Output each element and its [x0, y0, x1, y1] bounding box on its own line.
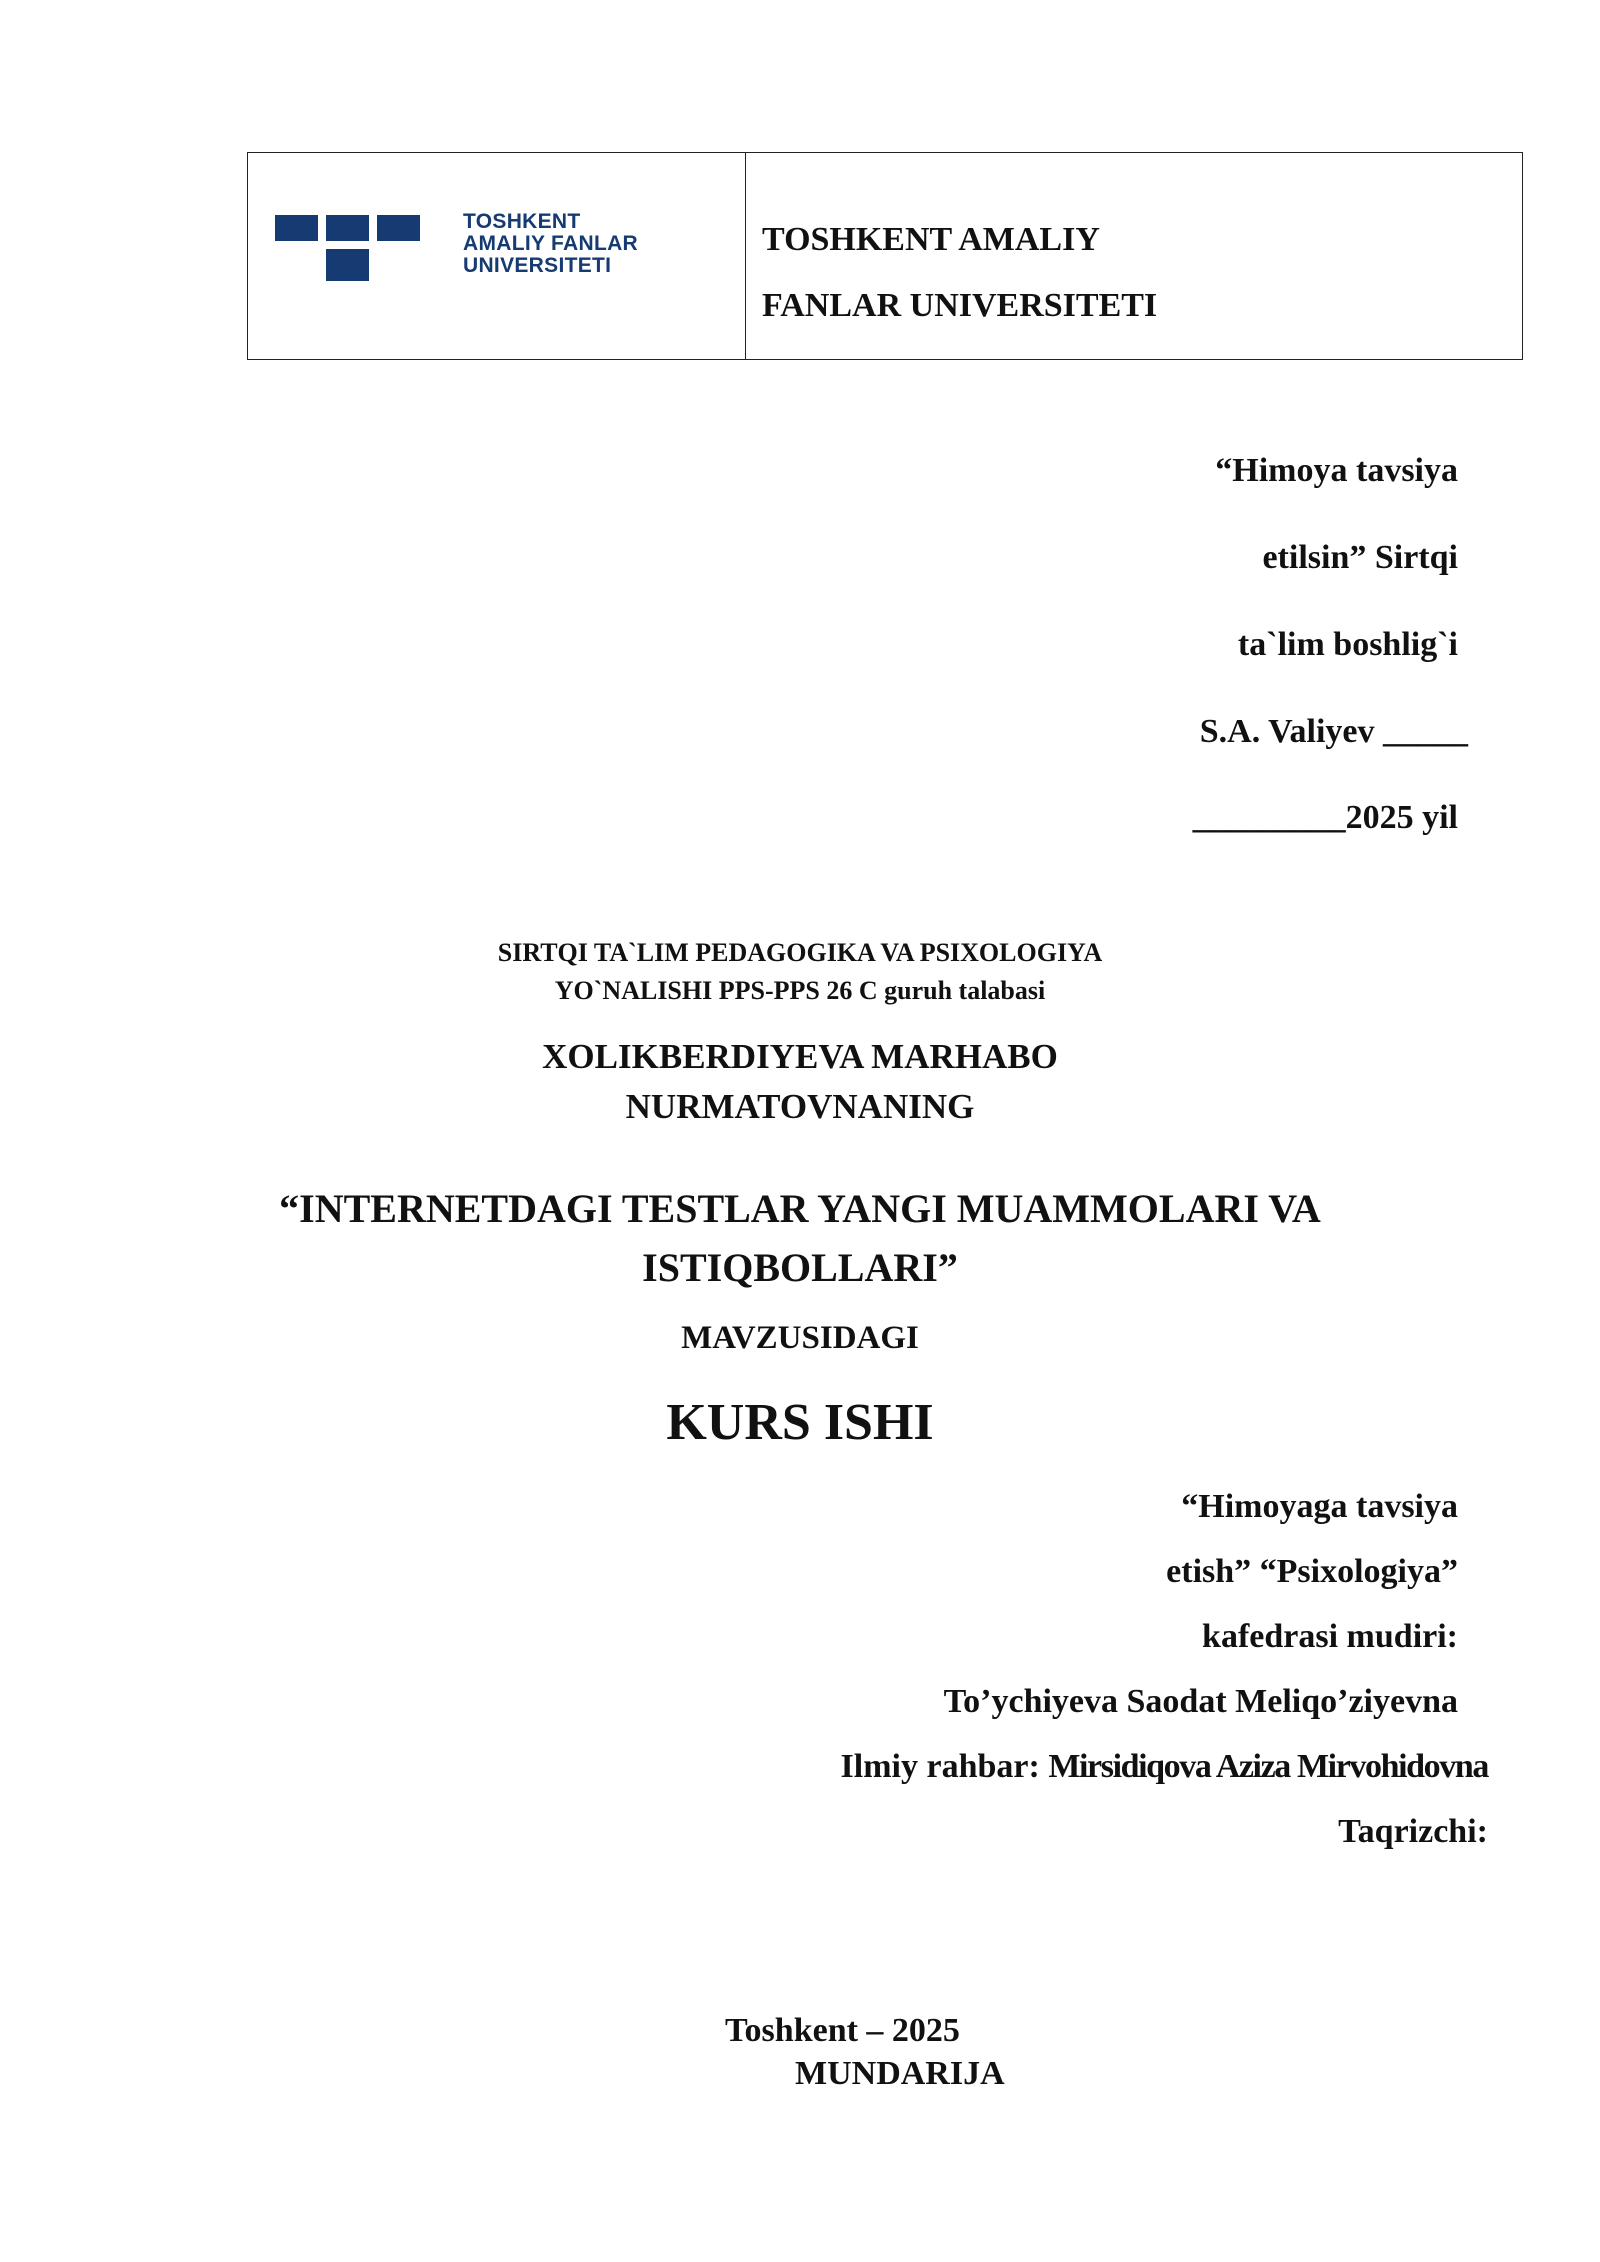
topic-line2: ISTIQBOLLARI” [642, 1245, 958, 1290]
logo-text [463, 211, 638, 277]
student-name-line2: NURMATOVNANING [625, 1087, 975, 1126]
supervisor-name: Mirsidiqova Aziza Mirvohidovna [1048, 1748, 1488, 1785]
work-type: KURS ISHI [666, 1394, 934, 1451]
approval-top-line: S.A. Valiyev _____ [1199, 713, 1468, 750]
contents-heading: MUNDARIJA [795, 2055, 1005, 2092]
university-name [746, 153, 1522, 359]
university-name-line1: TOSHKENT AMALIY [762, 221, 1100, 258]
logo-text-line: UNIVERSITETI [463, 254, 612, 277]
approval-bottom-line: “Himoyaga tavsiya [1181, 1488, 1458, 1525]
supervisor-line [841, 1748, 1488, 1786]
approval-top-line: etilsin” Sirtqi [1262, 539, 1458, 576]
approval-bottom-line: etish” “Psixologiya” [1166, 1553, 1458, 1590]
approval-top-line: ta`lim boshlig`i [1237, 626, 1458, 663]
header-table [247, 152, 1523, 360]
student-name-line1: XOLIKBERDIYEVA MARHABO [542, 1037, 1058, 1076]
supervisor-label: Ilmiy rahbar: [840, 1748, 1040, 1785]
approval-top-line: “Himoya tavsiya [1215, 452, 1458, 489]
city-year: Toshkent – 2025 [725, 2012, 960, 2049]
approval-bottom-line: To’ychiyeva Saodat Meliqo’ziyevna [943, 1683, 1458, 1720]
university-name-line2: FANLAR UNIVERSITETI [762, 287, 1158, 324]
faculty-line2: YO`NALISHI PPS-PPS 26 C guruh talabasi [554, 976, 1046, 1005]
logo-text-line: AMALIY FANLAR [463, 232, 639, 255]
topic-subtitle: MAVZUSIDAGI [681, 1320, 919, 1356]
approval-top-line: _________2025 yil [1192, 799, 1458, 836]
approval-bottom-line: kafedrasi mudiri: [1202, 1618, 1458, 1655]
logo-text-line: TOSHKENT [463, 210, 581, 233]
topic-line1: “INTERNETDAGI TESTLAR YANGI MUAMMOLARI VA [279, 1186, 1321, 1231]
university-logo [248, 153, 746, 359]
reviewer-label: Taqrizchi: [1338, 1813, 1488, 1850]
faculty-line1: SIRTQI TA`LIM PEDAGOGIKA VA PSIXOLOGIYA [497, 938, 1103, 967]
logo-mark-icon [275, 215, 420, 281]
